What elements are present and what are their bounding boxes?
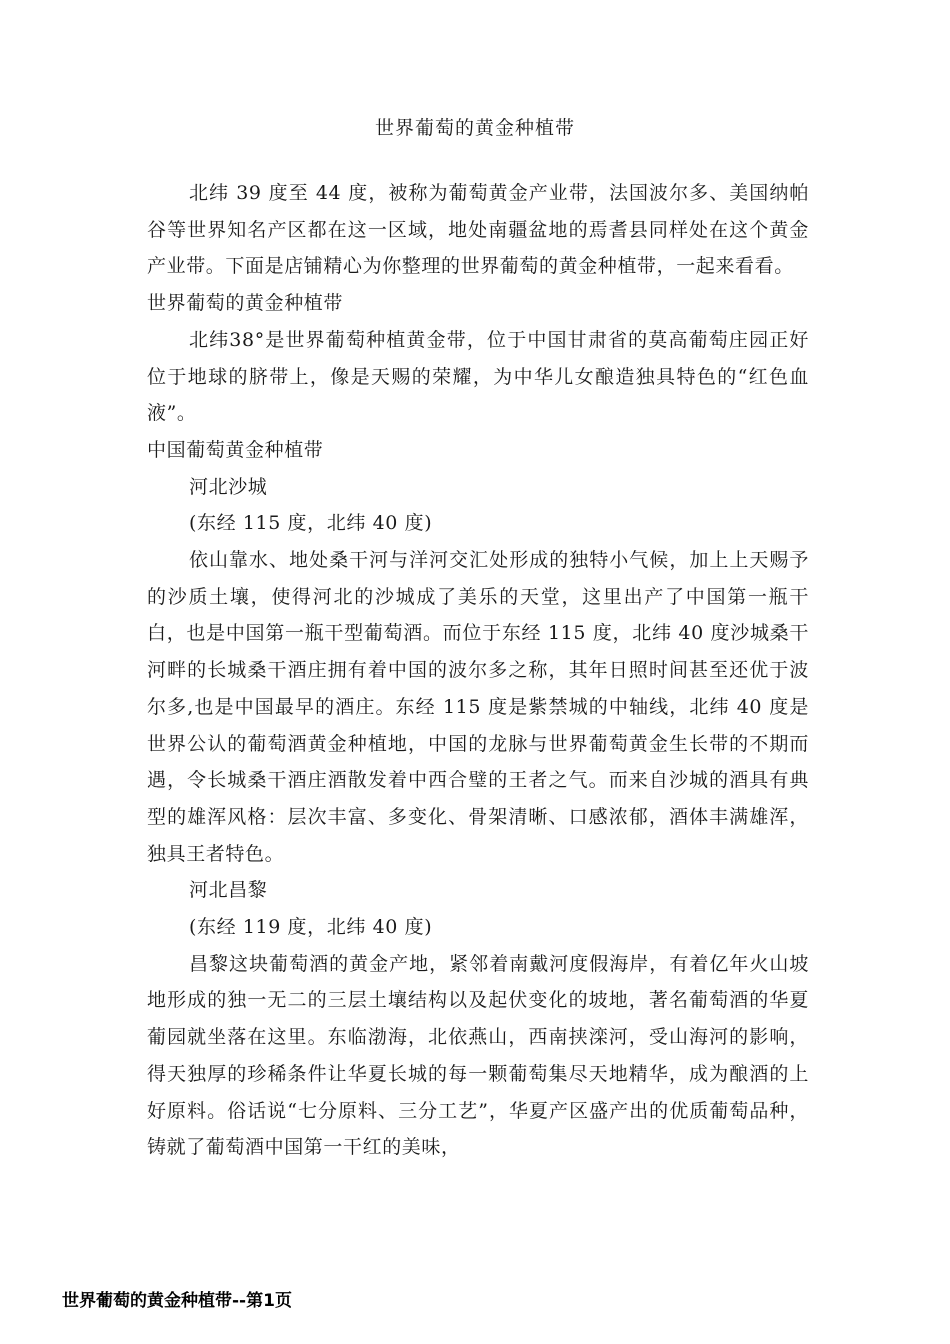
coordinates-shacheng: (东经 115 度，北纬 40 度)	[189, 512, 433, 535]
paragraph-latitude-38: 北纬38°是世界葡萄种植黄金带，位于中国甘肃省的莫高葡萄庄园正好位于地球的脐带上，像是天赐的荣耀，为中华儿女酿造独具特色的“红色血液”。	[147, 328, 809, 425]
page-footer: 世界葡萄的黄金种植带--第1页	[62, 1291, 292, 1311]
subheading-changli: 河北昌黎	[189, 879, 268, 902]
paragraph-intro: 北纬 39 度至 44 度，被称为葡萄黄金产业带，法国波尔多、美国纳帕谷等世界知名产区都在这一区域，地处南疆盆地的焉耆县同样处在这个黄金产业带。下面是店铺精心为你整理的世界葡萄的黄金种植带，一起来看看。	[147, 182, 809, 278]
coordinates-changli: (东经 119 度，北纬 40 度)	[189, 916, 433, 939]
paragraph-changli: 昌黎这块葡萄酒的黄金产地，紧邻着南戴河度假海岸，有着亿年火山坡地形成的独一无二的三层土壤结构以及起伏变化的坡地，著名葡萄酒的华夏葡园就坐落在这里。东临渤海，北依燕山，西南挟滦河，受山海河的影响，得天独厚的珍稀条件让华夏长城的每一颗葡萄集尽天地精华，成为酿酒的上好原料。俗话说“七分原料、三分工艺”，华夏产区盛产出的优质葡萄品种，铸就了葡萄酒中国第一干红的美味，	[147, 952, 809, 1159]
section-heading-world-belt: 世界葡萄的黄金种植带	[147, 292, 344, 315]
paragraph-shacheng: 依山靠水、地处桑干河与洋河交汇处形成的独特小气候，加上上天赐予的沙质土壤，使得河北的沙城成了美乐的天堂，这里出产了中国第一瓶干白，也是中国第一瓶干型葡萄酒。而位于东经 115 度，北纬 40 度沙城桑干河畔的长城桑干酒庄拥有着中国的波尔多之称，其年日照时间甚至还优于波尔多,也是中国最早的酒庄。东经 115 度是紫禁城的中轴线，北纬 40 度是世界公认的葡萄酒黄金种植地，中国的龙脉与世界葡萄黄金生长带的不期而遇，令长城桑干酒庄酒散发着中西合璧的王者之气。而来自沙城的酒具有典型的雄浑风格：层次丰富、多变化、骨架清晰、口感浓郁，酒体丰满雄浑，独具王者特色。	[147, 549, 809, 865]
section-heading-china-belt: 中国葡萄黄金种植带	[147, 438, 324, 461]
document-body	[147, 175, 809, 1166]
subheading-shacheng: 河北沙城	[189, 475, 268, 498]
page-title: 世界葡萄的黄金种植带	[374, 117, 575, 139]
